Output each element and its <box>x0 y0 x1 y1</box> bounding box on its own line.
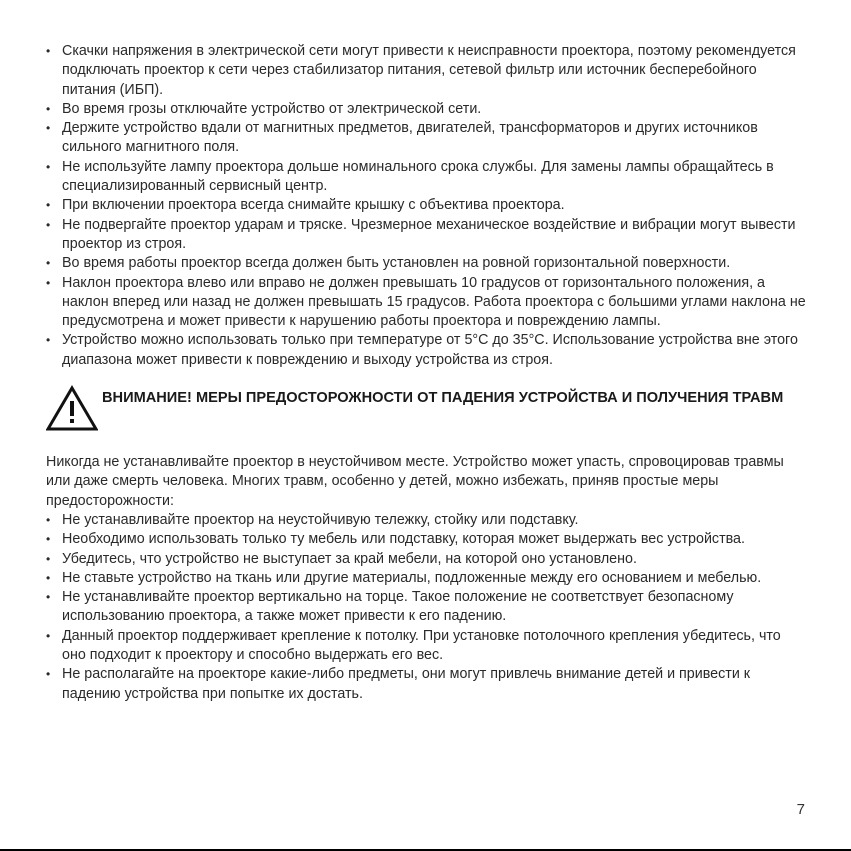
page-content <box>46 42 806 704</box>
list-item: • Не используйте лампу проектора дольше номинального срока службы. Для замены лампы обращайтесь в специализированный сервисный центр. <box>46 158 806 197</box>
fall-prevention-list <box>46 511 806 704</box>
list-item: • Необходимо использовать только ту мебель или подставку, которая может выдержать вес устройства. <box>46 530 806 549</box>
safety-list <box>46 42 806 370</box>
list-item: • Наклон проектора влево или вправо не должен превышать 10 градусов от горизонтального положения, а наклон вперед или назад не должен превышать 15 градусов. Работа проектора с большими углами наклона не предусмотрена и может привести к нарушению работы проектора и повреждению лампы. <box>46 274 806 332</box>
list-item: • Устройство можно использовать только при температуре от 5°C до 35°C. Использование устройства вне этого диапазона может привести к повреждению и выходу устройства из строя. <box>46 331 806 370</box>
list-item: • Во время работы проектор всегда должен быть установлен на ровной горизонтальной поверхности. <box>46 254 806 273</box>
list-item: • При включении проектора всегда снимайте крышку с объектива проектора. <box>46 196 806 215</box>
list-item: • Не располагайте на проекторе какие-либо предметы, они могут привлечь внимание детей и привести к падению устройства при попытке их достать. <box>46 665 806 704</box>
list-item: • Держите устройство вдали от магнитных предметов, двигателей, трансформаторов и других источников сильного магнитного поля. <box>46 119 806 158</box>
page-number: 7 <box>796 801 805 818</box>
list-item: • Данный проектор поддерживает крепление к потолку. При установке потолочного крепления убедитесь, что оно подходит к проектору и способно выдержать его вес. <box>46 627 806 666</box>
warning-title: ВНИМАНИЕ! МЕРЫ ПРЕДОСТОРОЖНОСТИ ОТ ПАДЕНИЯ УСТРОЙСТВА И ПОЛУЧЕНИЯ ТРАВМ <box>102 390 784 407</box>
list-item: • Скачки напряжения в электрической сети могут привести к неисправности проектора, поэтому рекомендуется подключать проектор к сети через стабилизатор питания, сетевой фильтр или источник бесперебойного питания (ИБП). <box>46 42 806 100</box>
list-item: • Не ставьте устройство на ткань или другие материалы, подложенные между его основанием и мебелью. <box>46 569 806 588</box>
warning-heading <box>46 387 806 431</box>
list-item: • Не подвергайте проектор ударам и тряске. Чрезмерное механическое воздействие и вибрации могут вывести проектор из строя. <box>46 216 806 255</box>
list-item: • Не устанавливайте проектор на неустойчивую тележку, стойку или подставку. <box>46 511 806 530</box>
warning-triangle-icon <box>46 385 98 431</box>
list-item: • Не устанавливайте проектор вертикально на торце. Такое положение не соответствует безопасному использованию проектора, а также может привести к его падению. <box>46 588 806 627</box>
warning-intro: Никогда не устанавливайте проектор в неустойчивом месте. Устройство может упасть, спровоцировав травмы или даже смерть человека. Многих травм, особенно у детей, можно избежать, приняв простые меры предосторожности: <box>46 454 784 509</box>
list-item: • Убедитесь, что устройство не выступает за край мебели, на которой оно установлено. <box>46 550 806 569</box>
list-item: • Во время грозы отключайте устройство от электрической сети. <box>46 100 806 119</box>
